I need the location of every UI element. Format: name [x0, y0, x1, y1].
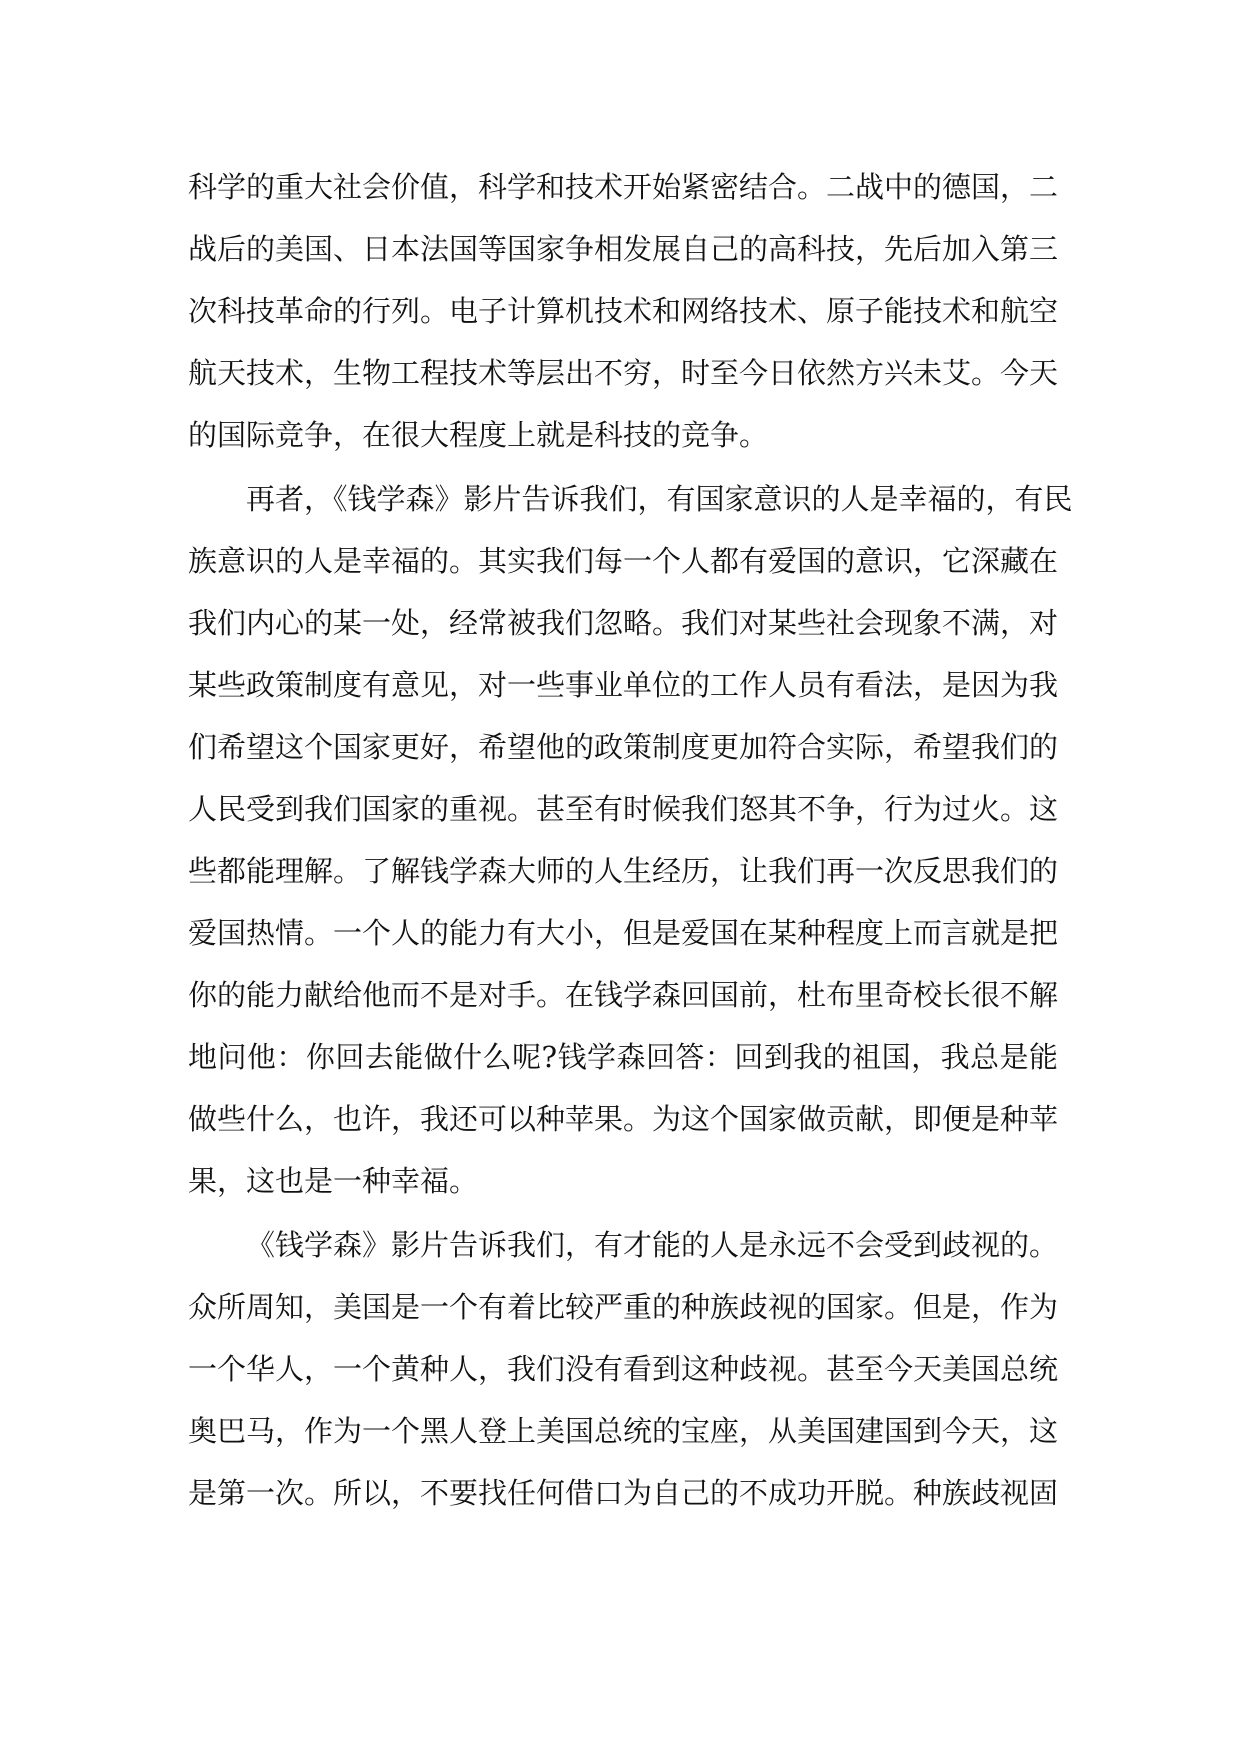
text-line: 些都能理解。了解钱学森大师的人生经历，让我们再一次反思我们的	[188, 854, 1059, 888]
text-line: 奥巴马，作为一个黑人登上美国总统的宝座，从美国建国到今天，这	[188, 1414, 1059, 1448]
text-line: 做些什么，也许，我还可以种苹果。为这个国家做贡献，即便是种苹	[188, 1102, 1059, 1136]
text-line: 人民受到我们国家的重视。甚至有时候我们怒其不争，行为过火。这	[188, 792, 1059, 826]
paragraph-3	[188, 1214, 1058, 1524]
text-line: 科学的重大社会价值，科学和技术开始紧密结合。二战中的德国，二	[188, 170, 1059, 204]
text-line: 次科技革命的行列。电子计算机技术和网络技术、原子能技术和航空	[188, 294, 1059, 328]
text-line: 族意识的人是幸福的。其实我们每一个人都有爱国的意识，它深藏在	[188, 544, 1059, 578]
text-line: 再者，《钱学森》影片告诉我们，有国家意识的人是幸福的，有民	[246, 482, 1073, 516]
text-line: 爱国热情。一个人的能力有大小，但是爱国在某种程度上而言就是把	[188, 916, 1059, 950]
text-line: 《钱学森》影片告诉我们，有才能的人是永远不会受到歧视的。	[246, 1228, 1059, 1262]
paragraph-2	[188, 468, 1073, 1212]
text-line: 们希望这个国家更好，希望他的政策制度更加符合实际，希望我们的	[188, 730, 1059, 764]
paragraph-1	[188, 156, 1058, 466]
text-line: 你的能力献给他而不是对手。在钱学森回国前，杜布里奇校长很不解	[188, 978, 1059, 1012]
text-line: 某些政策制度有意见，对一些事业单位的工作人员有看法，是因为我	[188, 668, 1059, 702]
text-line: 航天技术，生物工程技术等层出不穷，时至今日依然方兴未艾。今天	[188, 356, 1059, 390]
document-body	[188, 156, 1073, 1524]
text-line: 是第一次。所以，不要找任何借口为自己的不成功开脱。种族歧视固	[188, 1476, 1059, 1510]
text-line: 我们内心的某一处，经常被我们忽略。我们对某些社会现象不满，对	[188, 606, 1059, 640]
text-line: 众所周知，美国是一个有着比较严重的种族歧视的国家。但是，作为	[188, 1290, 1059, 1324]
text-line: 地问他：你回去能做什么呢?钱学森回答：回到我的祖国，我总是能	[188, 1040, 1058, 1074]
text-line: 果，这也是一种幸福。	[188, 1164, 479, 1198]
text-line: 战后的美国、日本法国等国家争相发展自己的高科技，先后加入第三	[188, 232, 1059, 266]
text-line: 的国际竞争，在很大程度上就是科技的竞争。	[188, 418, 769, 452]
text-line: 一个华人，一个黄种人，我们没有看到这种歧视。甚至今天美国总统	[188, 1352, 1059, 1386]
